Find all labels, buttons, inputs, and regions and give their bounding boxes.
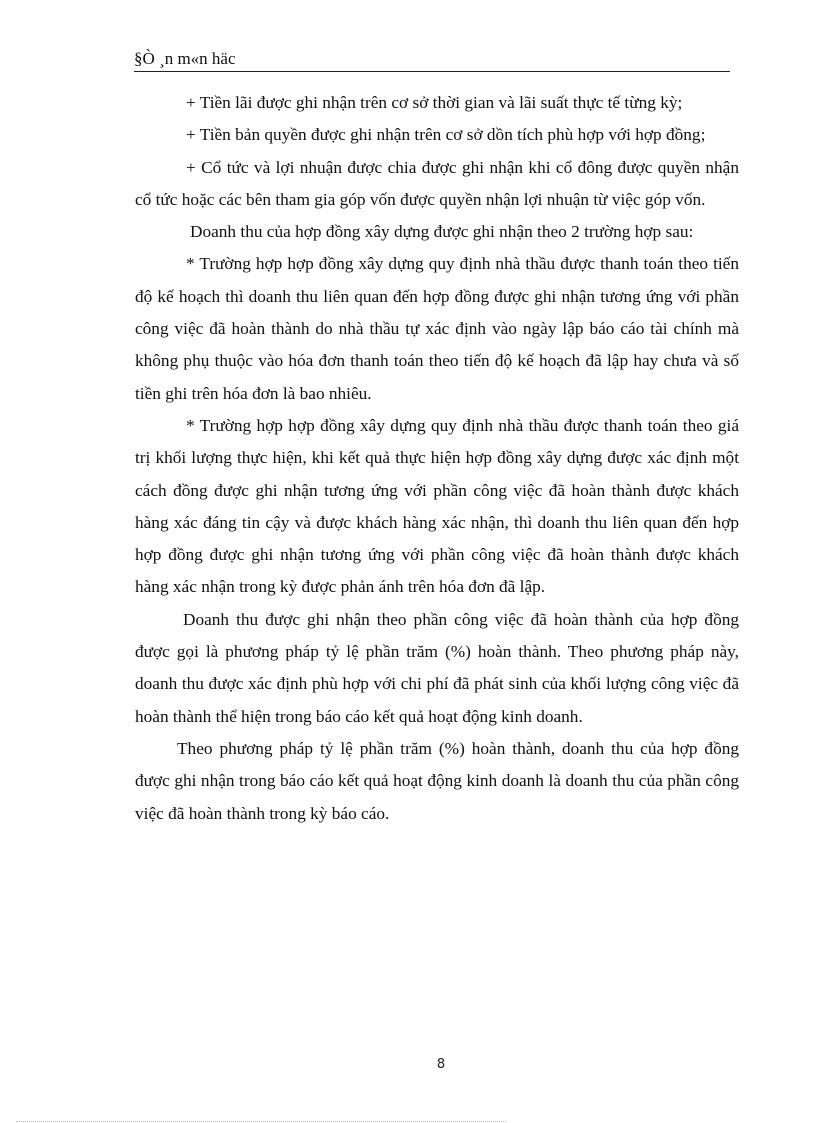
page-bottom-divider	[16, 1121, 506, 1122]
paragraph-percentage-completion: Doanh thu được ghi nhận theo phần công việc đã hoàn thành của hợp đồng được gọi là phương pháp tỷ lệ phần trăm (%) hoàn thành. Theo phương pháp này, doanh thu được xác định phù hợp với chi phí đã phát sinh của khối lượng công việc đã hoàn thành thể hiện trong báo cáo kết quả hoạt động kinh doanh.	[135, 609, 739, 726]
page-number: 8	[436, 1057, 446, 1072]
paragraph-interest-income: + Tiền lãi được ghi nhận trên cơ sở thời gian và lãi suất thực tế từng kỳ;	[186, 93, 683, 112]
paragraph-percentage-method-revenue: Theo phương pháp tỷ lệ phần trăm (%) hoàn thành, doanh thu của hợp đồng được ghi nhận trong báo cáo kết quả hoạt động kinh doanh là doanh thu của phần công việc đã hoàn thành trong kỳ báo cáo.	[135, 738, 739, 823]
paragraph-royalty-income: + Tiền bản quyền được ghi nhận trên cơ sở dồn tích phù hợp với hợp đồng;	[186, 125, 706, 145]
paragraph-case-work-performed: * Trường hợp hợp đồng xây dựng quy định nhà thầu được thanh toán theo giá trị khối lượng thực hiện, khi kết quả thực hiện hợp đồng xây dựng được xác định một cách đồng được ghi nhận tương ứng với phần công việc đã hoàn thành được khách hàng xác đáng tin cậy và được khách hàng xác nhận, thì doanh thu liên quan đến hợp hợp đồng được ghi nhận tương ứng với phần công việc đã hoàn thành được khách hàng xác nhận trong kỳ được phản ánh trên hóa đơn đã lập.	[135, 415, 739, 597]
paragraph-case-planned-progress: * Trường hợp hợp đồng xây dựng quy định nhà thầu được thanh toán theo tiến độ kế hoạch thì doanh thu liên quan đến hợp đồng được ghi nhận tương ứng với phần công việc đã hoàn thành do nhà thầu tự xác định vào ngày lập báo cáo tài chính mà không phụ thuộc vào hóa đơn thanh toán theo tiến độ kế hoạch đã lập hay chưa và số tiền ghi trên hóa đơn là bao nhiêu.	[135, 254, 739, 403]
running-header: §Ò ¸n m«n häc	[134, 48, 730, 72]
paragraph-construction-revenue-intro: Doanh thu của hợp đồng xây dựng được ghi nhận theo 2 trường hợp sau:	[190, 222, 694, 242]
document-body	[135, 87, 739, 830]
paragraph-dividends: + Cổ tức và lợi nhuận được chia được ghi nhận khi cổ đông được quyền nhận cổ tức hoặc các bên tham gia góp vốn được quyền nhận lợi nhuận từ việc góp vốn.	[135, 157, 739, 209]
